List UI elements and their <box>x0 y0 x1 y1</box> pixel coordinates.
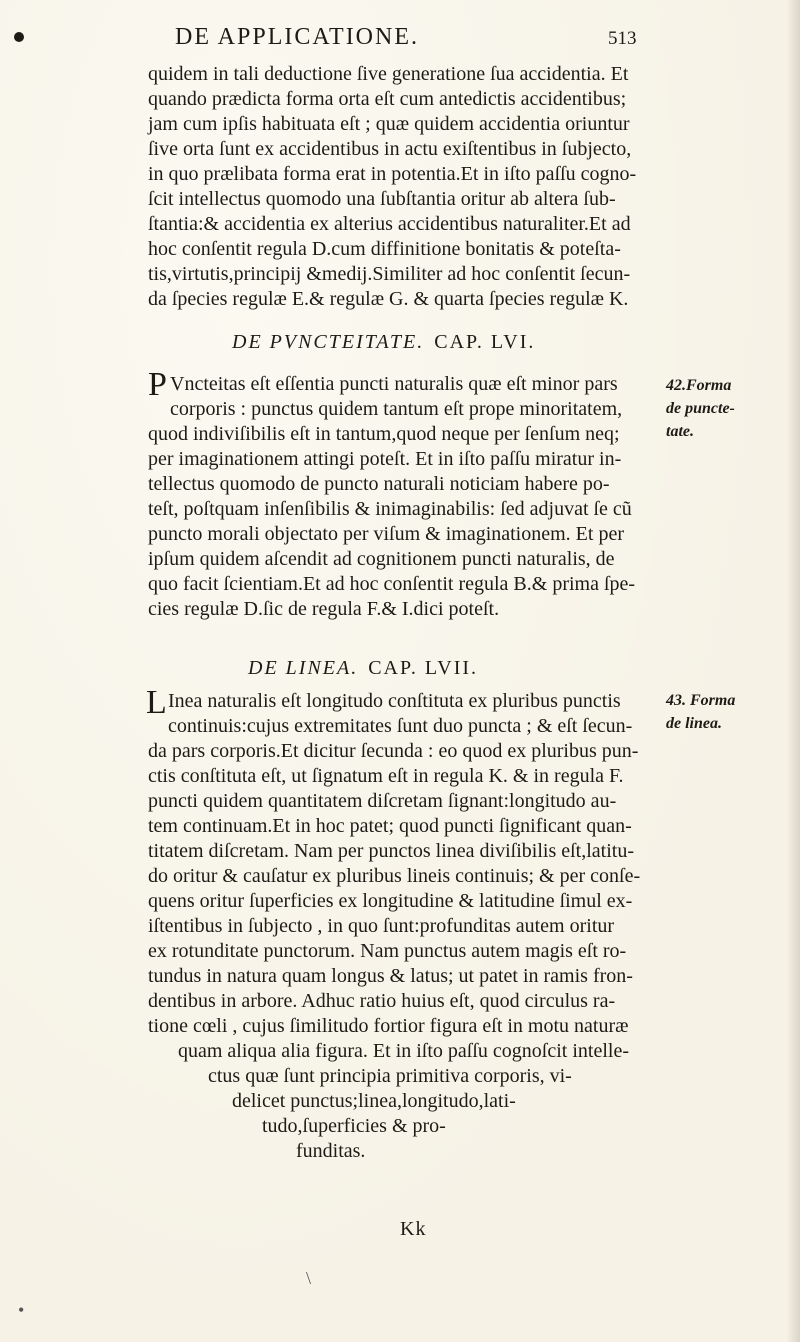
initial-letter: P <box>148 366 167 403</box>
text-line: hoc conſentit regula D.cum diffinitione bonitatis & poteſta- <box>148 238 621 260</box>
page-edge-shadow <box>786 0 800 1342</box>
text-line: puncto morali objectato per viſum & imaginationem. Et per <box>148 523 624 545</box>
text-line: ctis conſtituta eſt, ut ſignatum eſt in regula K. & in regula F. <box>148 765 624 787</box>
margin-note-line: 43. Forma <box>666 692 736 709</box>
text-line: puncti quidem quantitatem diſcretam ſignant:longitudo au- <box>148 790 617 812</box>
margin-note-line: tate. <box>666 423 694 440</box>
chapter-title: DE PVNCTEITATE. <box>232 331 425 353</box>
text-line: iſtentibus in ſubjecto , in quo ſunt:profunditas autem oritur <box>148 915 615 937</box>
text-line: quod indiviſibilis eſt in tantum,quod neque per ſenſum neq; <box>148 423 620 445</box>
margin-note-line: 42.Forma <box>666 377 732 394</box>
initial-letter: L <box>146 684 167 721</box>
text-line: delicet punctus;linea,longitudo,lati- <box>232 1090 516 1112</box>
text-line: Vncteitas eſt eſſentia puncti naturalis quæ eſt minor pars <box>170 373 618 395</box>
text-line: jam cum ipſis habituata eſt ; quæ quidem accidentia oriuntur <box>148 113 630 135</box>
text-line: da pars corporis.Et dicitur ſecunda : eo quod ex pluribus pun- <box>148 740 639 762</box>
text-line: quens oritur ſuperficies ex longitudine & latitudine ſimul ex- <box>148 890 633 912</box>
text-line: ex rotunditate punctorum. Nam punctus autem magis eſt ro- <box>148 940 627 962</box>
text-line: in quo prælibata forma erat in potentia.Et in iſto paſſu cogno- <box>148 163 637 185</box>
margin-note-line: de puncte- <box>666 400 735 417</box>
text-line: ſive orta ſunt ex accidentibus in actu exiſtentibus in ſubjecto, <box>148 138 632 160</box>
text-line: Inea naturalis eſt longitudo conſtituta ex pluribus punctis <box>168 690 621 712</box>
text-line: continuis:cujus extremitates ſunt duo puncta ; & eſt ſecun- <box>168 715 633 737</box>
signature-mark: Kk <box>400 1218 427 1240</box>
printer-bullet-mark <box>14 32 24 42</box>
text-line: titatem diſcretam. Nam per punctos linea diviſibilis eſt,latitu- <box>148 840 634 862</box>
text-line: tis,virtutis,principij &medij.Similiter ad hoc conſentit ſecun- <box>148 263 631 285</box>
text-line: quo facit ſcientiam.Et ad hoc conſentit regula B.& prima ſpe- <box>148 573 636 595</box>
text-line: per imaginationem attingi poteſt. Et in iſto paſſu miratur in- <box>148 448 622 470</box>
text-line: tem continuam.Et in hoc patet; quod puncti ſignificant quan- <box>148 815 632 837</box>
chapter-heading-57 <box>248 656 478 680</box>
running-head: DE APPLICATIONE. <box>175 24 420 50</box>
text-line: tellectus quomodo de puncto naturali noticiam habere po- <box>148 473 610 495</box>
text-line: ctus quæ ſunt principia primitiva corporis, vi- <box>208 1065 572 1087</box>
margin-note-line: de linea. <box>666 715 722 732</box>
text-line: do oritur & cauſatur ex pluribus lineis continuis; & per conſe- <box>148 865 641 887</box>
text-line: cies regulæ D.ſic de regula F.& I.dici poteſt. <box>148 598 500 620</box>
text-line: funditas. <box>296 1140 366 1162</box>
text-line: quam aliqua alia figura. Et in iſto paſſu cognoſcit intelle- <box>178 1040 629 1062</box>
text-line: ſcit intellectus quomodo una ſubſtantia oritur ab altera ſub- <box>148 188 616 210</box>
text-line: corporis : punctus quidem tantum eſt prope minoritatem, <box>170 398 623 420</box>
chapter-number: CAP. LVII. <box>368 657 479 679</box>
text-line: tudo,ſuperficies & pro- <box>262 1115 446 1137</box>
text-line: quando prædicta forma orta eſt cum antedictis accidentibus; <box>148 88 627 110</box>
chapter-number: CAP. LVI. <box>434 331 536 353</box>
chapter-title: DE LINEA. <box>248 657 359 679</box>
text-line: quidem in tali deductione ſive generatione ſua accidentia. Et <box>148 63 629 85</box>
text-line: tione cœli , cujus ſimilitudo fortior figura eſt in motu naturæ <box>148 1015 629 1037</box>
chapter-heading-56 <box>232 330 535 354</box>
text-line: da ſpecies regulæ E.& regulæ G. & quarta ſpecies regulæ K. <box>148 288 629 310</box>
stray-ink-mark: \ <box>306 1268 312 1288</box>
text-line: tundus in natura quam longus & latus; ut patet in ramis fron- <box>148 965 633 987</box>
stray-ink-dot: • <box>18 1300 25 1320</box>
text-line: ipſum quidem aſcendit ad cognitionem puncti naturalis, de <box>148 548 615 570</box>
page-number: 513 <box>608 28 637 49</box>
text-line: ſtantia:& accidentia ex alterius accidentibus naturaliter.Et ad <box>148 213 631 235</box>
text-line: teſt, poſtquam inſenſibilis & inimaginabilis: ſed adjuvat ſe cũ <box>148 498 632 520</box>
text-line: dentibus in arbore. Adhuc ratio huius eſt, quod circulus ra- <box>148 990 616 1012</box>
